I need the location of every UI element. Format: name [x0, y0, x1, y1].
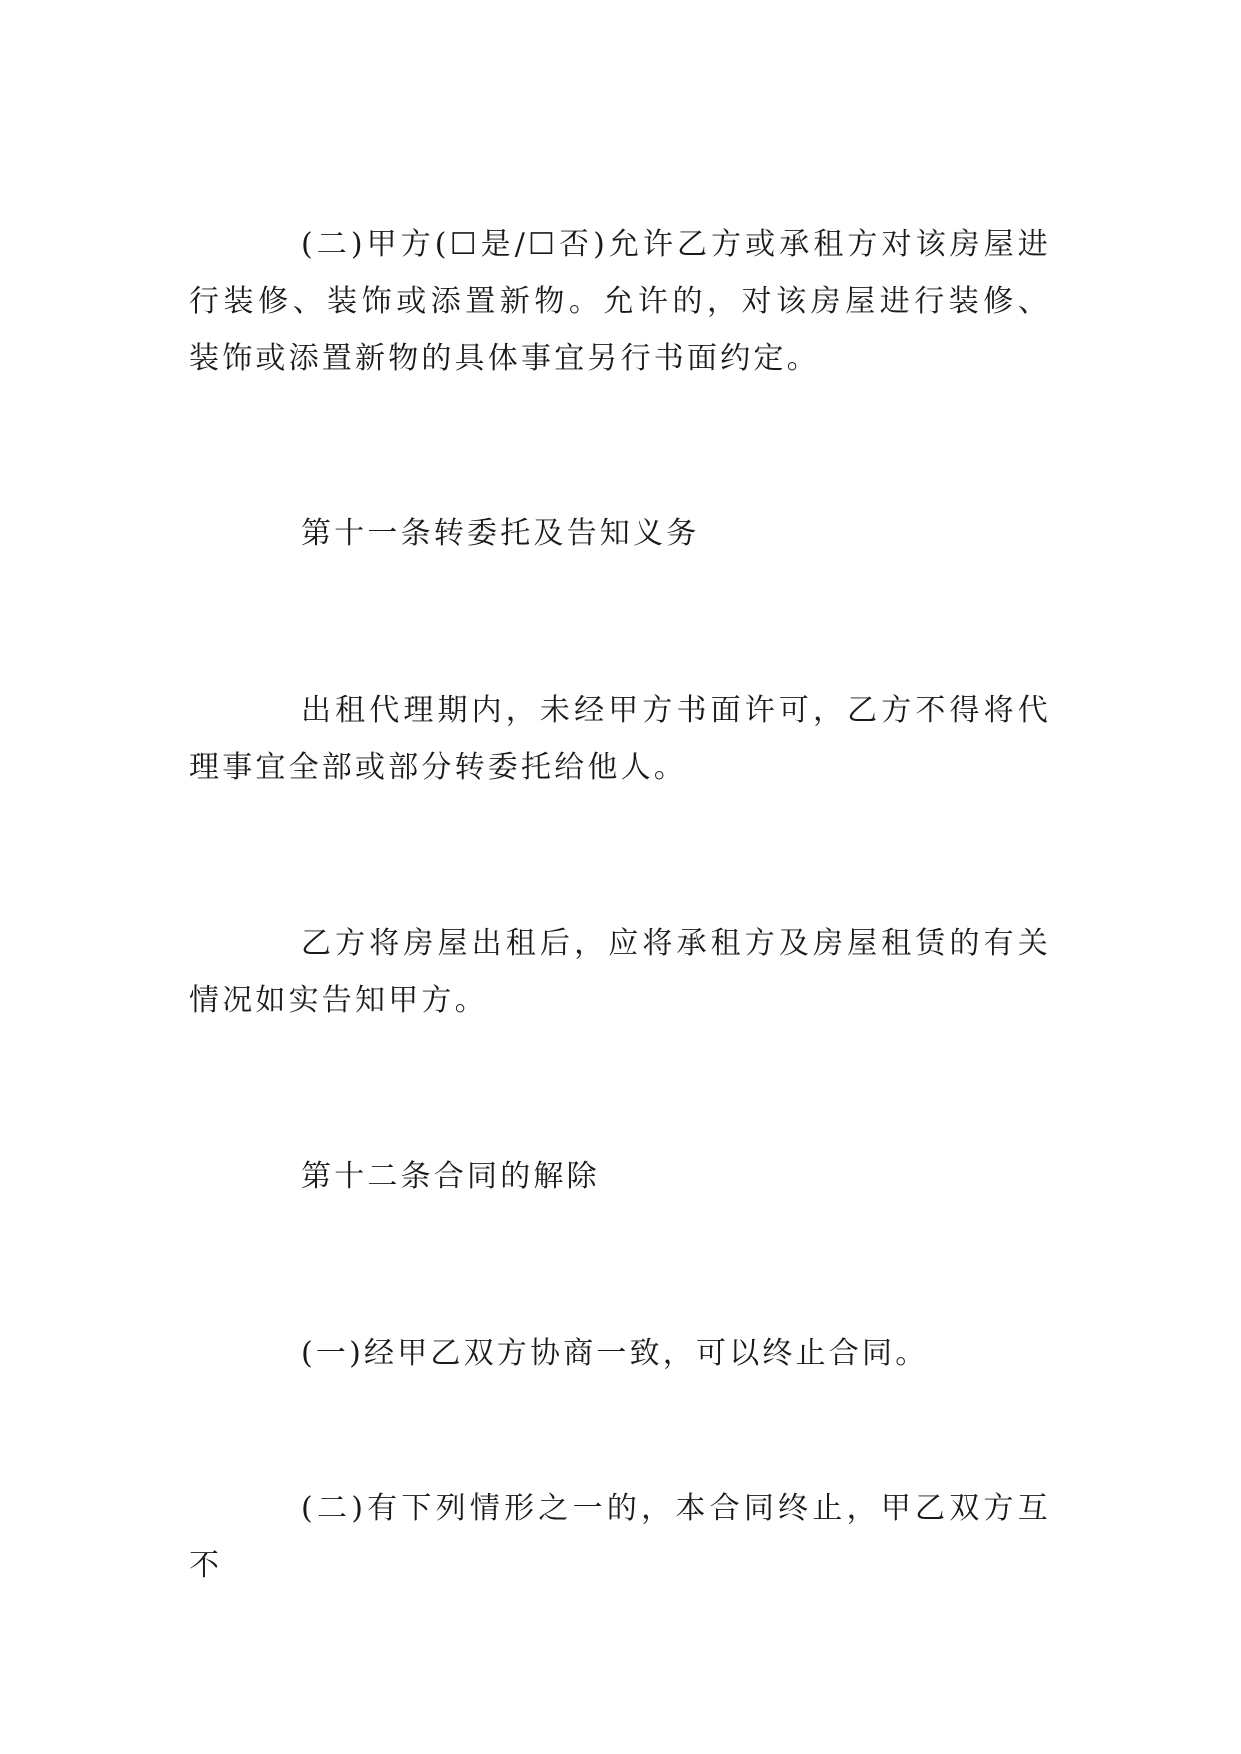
paragraph-subdelegation: 出租代理期内，未经甲方书面许可，乙方不得将代理事宜全部或部分转委托给他人。: [189, 693, 1051, 785]
article-12-heading: 第十二条合同的解除: [301, 1159, 600, 1194]
paragraph-notification-duty: 乙方将房屋出租后，应将承租方及房屋租赁的有关情况如实告知甲方。: [189, 926, 1051, 1018]
paragraph-renovation-permission: (二)甲方(☐是/☐否)允许乙方或承租方对该房屋进行装修、装饰或添置新物。允许的，对该房屋进行装修、装饰或添置新物的具体事宜另行书面约定。: [189, 227, 1051, 376]
article-11-heading: 第十一条转委托及告知义务: [301, 516, 700, 551]
paragraph-termination-by-agreement: (一)经甲乙双方协商一致，可以终止合同。: [301, 1336, 929, 1371]
paragraph-termination-conditions: (二)有下列情形之一的，本合同终止，甲乙双方互不: [189, 1491, 1051, 1583]
